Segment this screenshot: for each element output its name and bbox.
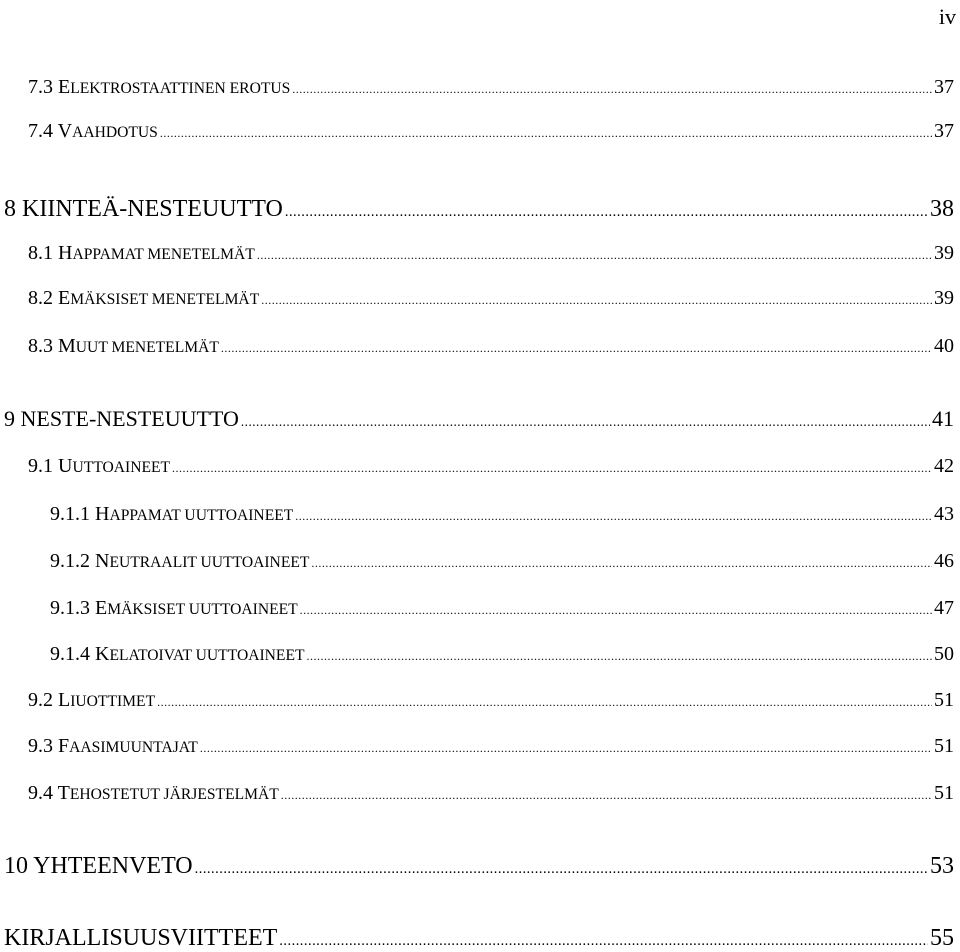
toc-entry-title-rest: MÄKSISET MENETELMÄT <box>70 291 260 308</box>
toc-leader-dots <box>172 461 932 476</box>
toc-entry-title-prefix: 7.4 V <box>28 120 73 142</box>
toc-entry-title <box>50 550 309 573</box>
toc-entry-page: 37 <box>934 120 954 142</box>
toc-entry-title-prefix: KIRJALLISUUSVIITTEET <box>4 925 278 951</box>
toc-entry-title-prefix: 9.1.4 K <box>50 643 110 665</box>
toc-leader-dots <box>311 556 932 571</box>
toc-entry-title-rest: UTTOAINEET <box>72 459 171 476</box>
toc-entry-title <box>28 287 259 310</box>
toc-entry-title <box>50 503 293 526</box>
toc-leader-dots <box>160 126 932 141</box>
toc-entry-title <box>28 782 279 805</box>
toc-leader-dots <box>281 788 932 803</box>
toc-entry[interactable] <box>50 643 954 666</box>
toc-entry[interactable] <box>50 597 954 620</box>
toc-entry-title <box>28 120 158 143</box>
toc-entry[interactable] <box>28 242 954 265</box>
toc-entry[interactable] <box>4 196 954 223</box>
toc-leader-dots <box>200 741 932 756</box>
toc-entry-title-prefix: 9.1.2 N <box>50 550 110 572</box>
toc-entry-title-rest: APPAMAT MENETELMÄT <box>72 246 255 263</box>
toc-entry-title-rest: EUTRAALIT UUTTOAINEET <box>109 554 310 571</box>
toc-leader-dots <box>307 649 932 664</box>
toc-entry[interactable] <box>28 335 954 358</box>
toc-entry-title-prefix: 9.1 U <box>28 455 73 477</box>
toc-entry-title <box>50 597 298 620</box>
toc-entry-title <box>4 196 283 223</box>
toc-entry[interactable] <box>28 782 954 805</box>
toc-entry-title <box>28 455 170 478</box>
toc-entry-page: 38 <box>930 196 954 222</box>
toc-entry-title-rest: AAHDOTUS <box>72 124 158 141</box>
toc-entry-page: 55 <box>930 925 954 951</box>
toc-entry-page: 47 <box>934 597 954 619</box>
toc-entry-title-prefix: 9.4 T <box>28 782 70 804</box>
toc-entry-page: 42 <box>934 455 954 477</box>
toc-entry-title-prefix: 8.2 E <box>28 287 71 309</box>
toc-entry-page: 53 <box>930 853 954 879</box>
toc-entry-title <box>4 406 239 432</box>
toc-entry-title-prefix: 8.3 M <box>28 335 76 357</box>
toc-entry[interactable] <box>4 406 954 432</box>
toc-leader-dots <box>195 861 928 878</box>
toc-leader-dots <box>279 933 928 950</box>
toc-entry-title <box>28 735 198 758</box>
toc-entry-page: 51 <box>934 782 954 804</box>
toc-entry-title <box>50 643 305 666</box>
toc-entry-title-rest: AASIMUUNTAJAT <box>69 739 198 756</box>
toc-entry[interactable] <box>50 550 954 573</box>
toc-entry-title-rest: IUOTTIMET <box>70 693 156 710</box>
toc-entry[interactable] <box>28 455 954 478</box>
toc-entry-page: 37 <box>934 76 954 98</box>
toc-entry-title-prefix: 9.1.3 E <box>50 597 108 619</box>
toc-entry-title <box>28 242 255 265</box>
toc-entry-title-prefix: 9 NESTE-NESTEUUTTO <box>4 406 239 431</box>
toc-entry[interactable] <box>28 735 954 758</box>
toc-entry[interactable] <box>28 120 954 143</box>
toc-leader-dots <box>257 248 932 263</box>
toc-entry-page: 51 <box>934 735 954 757</box>
toc-entry-title <box>4 853 193 880</box>
toc-entry-title-prefix: 9.3 F <box>28 735 70 757</box>
toc-entry-title <box>4 925 277 952</box>
toc-entry-title-rest: UUT MENETELMÄT <box>75 339 219 356</box>
toc-leader-dots <box>241 414 930 430</box>
toc-entry-title-rest: EHOSTETUT JÄRJESTELMÄT <box>69 786 279 803</box>
toc-leader-dots <box>300 603 932 618</box>
toc-leader-dots <box>295 509 932 524</box>
toc-entry-page: 46 <box>934 550 954 572</box>
toc-leader-dots <box>261 293 932 308</box>
toc-entry-page: 39 <box>934 242 954 264</box>
toc-entry-title <box>28 689 155 712</box>
toc-entry-page: 40 <box>934 335 954 357</box>
toc-entry-title-prefix: 7.3 E <box>28 76 71 98</box>
page-number: iv <box>938 4 956 29</box>
toc-entry-title <box>28 335 219 358</box>
toc-leader-dots <box>292 82 932 97</box>
toc-entry-title-prefix: 8 KIINTEÄ-NESTEUUTTO <box>4 196 283 222</box>
toc-entry-title-rest: APPAMAT UUTTOAINEET <box>109 507 294 524</box>
toc-entry[interactable] <box>50 503 954 526</box>
toc-entry[interactable] <box>28 287 954 310</box>
toc-entry-page: 51 <box>934 689 954 711</box>
toc-entry-title-prefix: 10 YHTEENVETO <box>4 853 193 879</box>
toc-leader-dots <box>285 204 928 221</box>
toc-entry[interactable] <box>28 76 954 99</box>
toc-entry-title-rest: LEKTROSTAATTINEN EROTUS <box>70 80 291 97</box>
toc-leader-dots <box>221 341 932 356</box>
toc-entry-title-prefix: 9.2 L <box>28 689 71 711</box>
toc-entry-page: 41 <box>932 406 954 431</box>
toc-entry-page: 43 <box>934 503 954 525</box>
toc-entry-title-rest: ELATOIVAT UUTTOAINEET <box>109 647 305 664</box>
toc-entry-page: 39 <box>934 287 954 309</box>
toc-entry-title <box>28 76 290 99</box>
toc-entry[interactable] <box>4 853 954 880</box>
toc-entry-page: 50 <box>934 643 954 665</box>
toc-leader-dots <box>157 695 932 710</box>
toc-entry[interactable] <box>28 689 954 712</box>
toc-entry-title-prefix: 9.1.1 H <box>50 503 110 525</box>
toc-entry[interactable] <box>4 925 954 952</box>
toc-entry-title-rest: MÄKSISET UUTTOAINEET <box>107 601 298 618</box>
toc-entry-title-prefix: 8.1 H <box>28 242 73 264</box>
